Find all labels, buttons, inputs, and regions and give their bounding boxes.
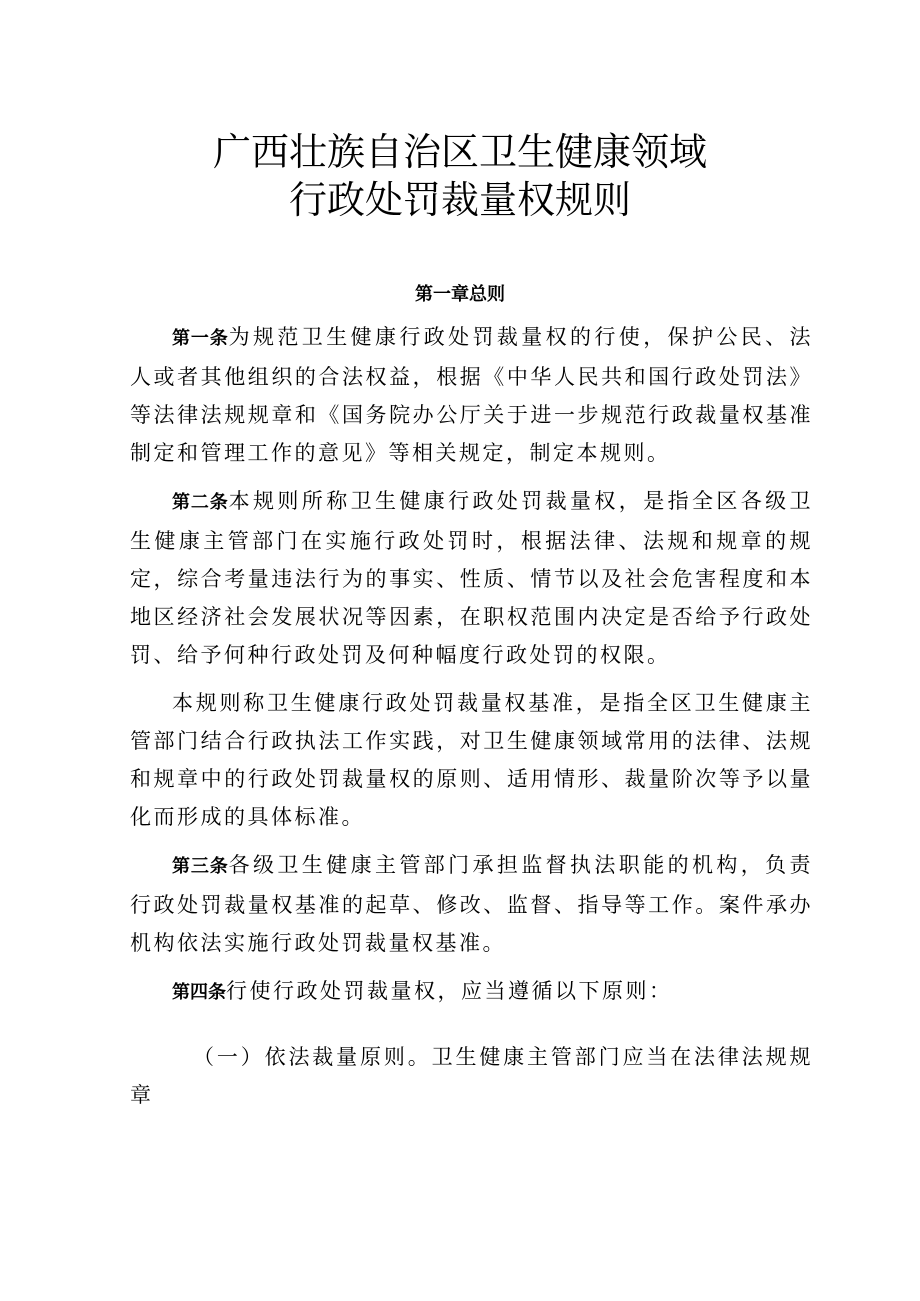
article-label: 第二条 xyxy=(172,492,229,513)
article-text: 各级卫生健康主管部门承担监督执法职能的机构，负责行政处罚裁量权基准的起草、修改、监督、指导等工作。案件承办机构依法实施行政处罚裁量权基准。 xyxy=(130,853,814,955)
article-3 xyxy=(130,846,813,962)
article-label: 第四条 xyxy=(172,982,226,1003)
article-label: 第三条 xyxy=(172,856,229,877)
principle-item-1: （一）依法裁量原则。卫生健康主管部门应当在法律法规规章 xyxy=(130,1045,813,1107)
article-text: 为规范卫生健康行政处罚裁量权的行使，保护公民、法人或者其他组织的合法权益，根据《中华人民共和国行政处罚法》等法律法规规章和《国务院办公厅关于进一步规范行政裁量权基准制定和管理工作的意见》等相关规定，制定本规则。 xyxy=(130,325,814,465)
title-line-1: 广西壮族自治区卫生健康领域 xyxy=(212,130,707,174)
article-text: 行使行政处罚裁量权，应当遵循以下原则： xyxy=(226,979,673,1003)
title-line-2: 行政处罚裁量权规则 xyxy=(288,178,631,222)
document-body xyxy=(130,318,813,1124)
chapter-heading: 第一章总则 xyxy=(415,284,505,305)
article-label: 第一条 xyxy=(172,328,229,349)
article-1 xyxy=(130,318,813,472)
article-2-paragraph-2 xyxy=(130,684,813,836)
document-title xyxy=(0,128,920,224)
article-2 xyxy=(130,482,813,674)
article-4 xyxy=(130,972,813,1012)
article-text: 本规则所称卫生健康行政处罚裁量权，是指全区各级卫生健康主管部门在实施行政处罚时，根据法律、法规和规章的规定，综合考量违法行为的事实、性质、情节以及社会危害程度和本地区经济社会发展状况等因素，在职权范围内决定是否给予行政处罚、给予何种行政处罚及何种幅度行政处罚的权限。 xyxy=(130,489,814,667)
article-text: 本规则称卫生健康行政处罚裁量权基准，是指全区卫生健康主管部门结合行政执法工作实践，对卫生健康领域常用的法律、法规和规章中的行政处罚裁量权的原则、适用情形、裁量阶次等予以量化而形成的具体标准。 xyxy=(130,691,813,829)
